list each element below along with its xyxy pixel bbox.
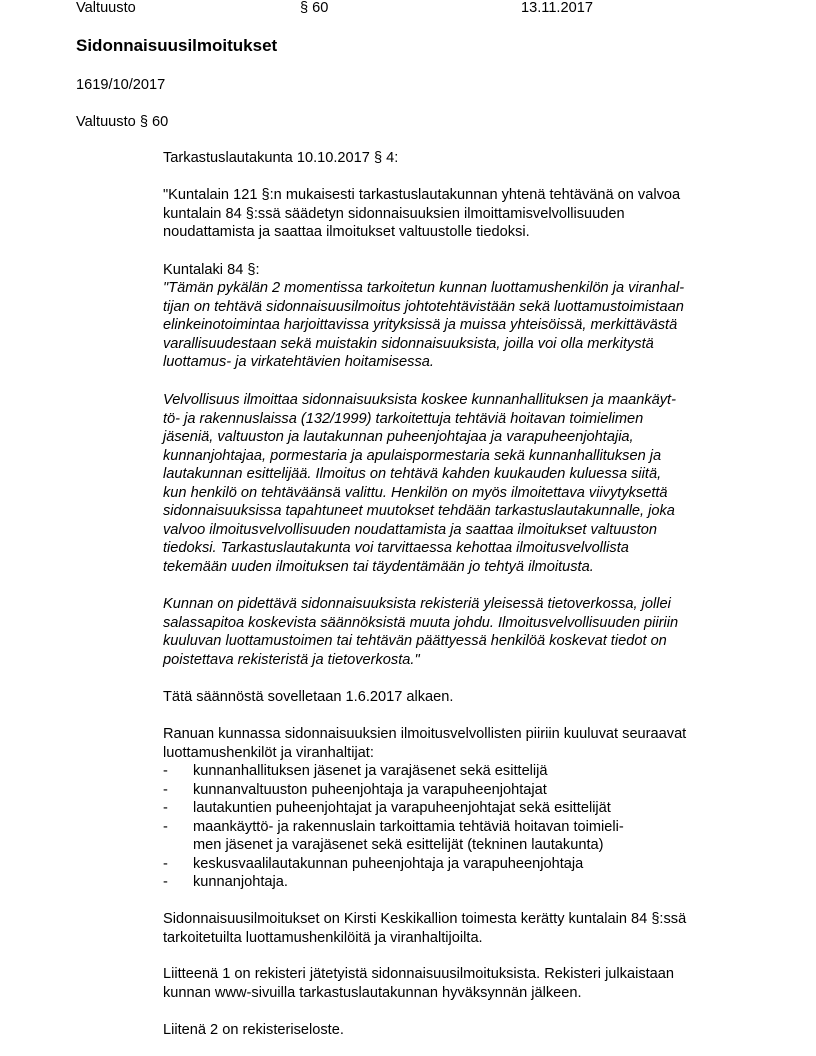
list-item-text: kunnanhallituksen jäsenet ja varajäsenet sekä esittelijä xyxy=(193,763,548,779)
text-line: kuuluvan luottamustoimen tai tehtävän päättyessä henkilöä koskevat tiedot on xyxy=(163,633,667,649)
list-item xyxy=(163,762,624,781)
text-line: kun henkilö on tehtäväänsä valittu. Henkilön on myös ilmoitettava viivytyksettä xyxy=(163,484,668,501)
attachment-1 xyxy=(163,965,674,1002)
dash-bullet: - xyxy=(163,855,168,872)
law-heading: Kuntalaki 84 §: xyxy=(163,262,260,278)
dash-bullet: - xyxy=(163,874,168,890)
text-line: valvoo ilmoitusvelvollisuuden noudattamista ja saattaa ilmoitukset valtuuston xyxy=(163,521,658,538)
list-item-text: lautakuntien puheenjohtajat ja varapuheenjohtajat sekä esittelijät xyxy=(193,800,611,816)
text-line: tiedoksi. Tarkastuslautakunta voi tarvittaessa kehottaa ilmoitusvelvollista xyxy=(163,540,629,556)
paragraph-1 xyxy=(163,186,680,242)
page-title: Sidonnaisuusilmoitukset xyxy=(76,36,278,55)
ranua-paragraph xyxy=(163,725,686,762)
list-item-text: men jäsenet ja varajäsenet sekä esittelijät (tekninen lautakunta) xyxy=(193,837,604,853)
list-item xyxy=(163,818,624,837)
text-line: sidonnaisuuksissa tapahtuneet muutokset tehdään tarkastuslautakunnalle, joka xyxy=(163,503,675,519)
collected-paragraph xyxy=(163,910,686,947)
law-paragraph-1 xyxy=(163,279,684,372)
intro: Tarkastuslautakunta 10.10.2017 § 4: xyxy=(163,150,399,166)
dash-bullet: - xyxy=(163,763,168,779)
header-date: 13.11.2017 xyxy=(521,0,593,16)
list-item-text: kunnanvaltuuston puheenjohtaja ja varapuheenjohtajat xyxy=(193,781,547,798)
dash-bullet: - xyxy=(163,800,168,816)
text-line: "Kuntalain 121 §:n mukaisesti tarkastuslautakunnan yhtenä tehtävänä on valvoa xyxy=(163,187,681,203)
text-line: tijan on tehtävä sidonnaisuusilmoitus johtotehtävistään sekä luottamustoimistaan xyxy=(163,298,684,315)
dash-bullet: - xyxy=(163,781,168,798)
text-line: varallisuudestaan sekä muistakin sidonnaisuuksista, joilla voi olla merkitystä xyxy=(163,335,654,352)
list-item xyxy=(163,836,624,855)
text-line: tarkoitetuilta luottamushenkilöitä ja viranhaltijoilta. xyxy=(163,929,483,946)
list-item xyxy=(163,855,624,874)
text-line: kunnan www-sivuilla tarkastuslautakunnan hyväksynnän jälkeen. xyxy=(163,984,582,1001)
text-line: jäseniä, valtuuston ja lautakunnan puheenjohtajaa ja varapuheenjohtajia, xyxy=(163,429,634,445)
text-line: Sidonnaisuusilmoitukset on Kirsti Keskikallion toimesta kerätty kuntalain 84 §:ssä xyxy=(163,911,687,927)
list-item-text: keskusvaalilautakunnan puheenjohtaja ja varapuheenjohtaja xyxy=(193,855,584,872)
text-line: salassapitoa koskevista säännöksistä muuta johdu. Ilmoitusvelvollisuuden piiriin xyxy=(163,614,679,631)
list-item-text: kunnanjohtaja. xyxy=(193,874,288,890)
text-line: elinkeinotoimintaa harjoittavissa yrityksissä ja muissa yhteisöissä, merkittävästä xyxy=(163,317,678,333)
text-line: tekemään uuden ilmoituksen tai täydentämään jo tehtyä ilmoitusta. xyxy=(163,558,594,575)
text-line: Velvollisuus ilmoittaa sidonnaisuuksista koskee kunnanhallituksen ja maankäyt- xyxy=(163,392,676,408)
list-item xyxy=(163,873,624,892)
text-line: lautakunnan esittelijää. Ilmoitus on tehtävä kahden kuukauden kuluessa siitä, xyxy=(163,466,662,482)
effective-date: Tätä säännöstä sovelletaan 1.6.2017 alkaen. xyxy=(163,689,454,705)
text-line: kuntalain 84 §:ssä säädetyn sidonnaisuuksien ilmoittamisvelvollisuuden xyxy=(163,205,625,222)
meeting-reference: Valtuusto § 60 xyxy=(76,114,169,130)
attachment-2: Liitenä 2 on rekisteriseloste. xyxy=(163,1022,344,1038)
text-line: Ranuan kunnassa sidonnaisuuksien ilmoitusvelvollisten piiriin kuuluvat seuraavat xyxy=(163,726,687,742)
text-line: noudattamista ja saattaa ilmoitukset valtuustolle tiedoksi. xyxy=(163,224,530,240)
text-line: kunnanjohtajaa, pormestaria ja apulaispormestaria sekä kunnanhallituksen ja xyxy=(163,447,662,464)
text-line: tö- ja rakennuslaissa (132/1999) tarkoitettuja tehtäviä hoitavan toimielimen xyxy=(163,410,644,427)
dash-bullet: - xyxy=(163,818,168,835)
header-body: Valtuusto xyxy=(76,0,136,16)
list-item-text: maankäyttö- ja rakennuslain tarkoittamia tehtäviä hoitavan toimieli- xyxy=(193,818,624,835)
record-number: 1619/10/2017 xyxy=(76,77,166,93)
text-line: luottamushenkilöt ja viranhaltijat: xyxy=(163,744,374,761)
list-item xyxy=(163,799,624,818)
header-section: § 60 xyxy=(300,0,329,16)
text-line: luottamus- ja virkatehtävien hoitamisessa. xyxy=(163,354,434,370)
law-paragraph-2 xyxy=(163,391,676,576)
text-line: Liitteenä 1 on rekisteri jätetyistä sidonnaisuusilmoituksista. Rekisteri julkaistaan xyxy=(163,966,675,982)
text-line: poistettava rekisteristä ja tietoverkosta." xyxy=(163,651,420,668)
list-item xyxy=(163,781,624,800)
obligated-list xyxy=(163,762,624,892)
law-paragraph-3 xyxy=(163,595,678,669)
text-line: Kunnan on pidettävä sidonnaisuuksista rekisteriä yleisessä tietoverkossa, jollei xyxy=(163,596,671,612)
text-line: "Tämän pykälän 2 momentissa tarkoitetun kunnan luottamushenkilön ja viranhal- xyxy=(163,280,685,296)
